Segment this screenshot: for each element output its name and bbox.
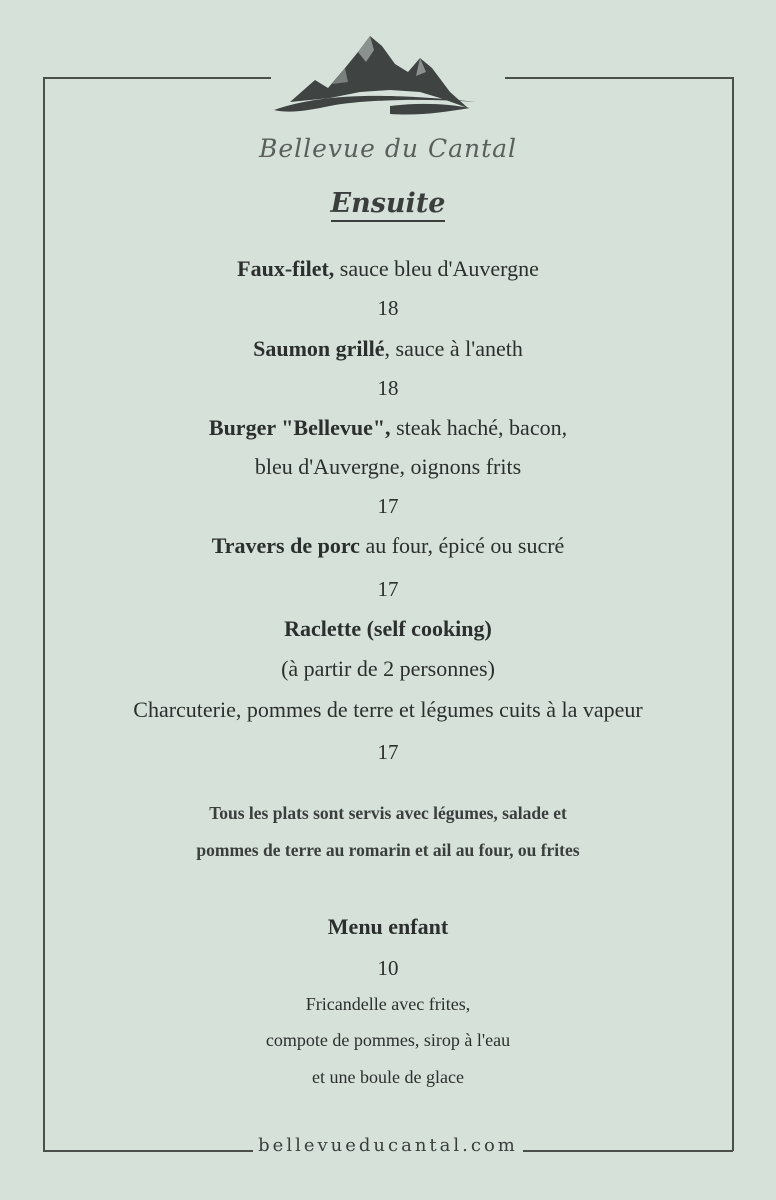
kids-menu-price: 10 <box>377 956 399 980</box>
accompaniment-note-2: pommes de terre au romarin et ail au four, ou frites <box>196 840 580 860</box>
dish-name: Faux-filet, <box>237 256 335 281</box>
kids-menu-line-1: Fricandelle avec frites, <box>305 994 471 1014</box>
dish-saumon <box>0 336 776 362</box>
brand-name: Bellevue du Cantal <box>258 134 518 163</box>
frame-top-left <box>43 77 271 79</box>
dish-name: Burger "Bellevue", <box>208 415 391 440</box>
dish-faux-filet <box>0 256 776 282</box>
dish-burger <box>0 415 776 441</box>
kids-menu-line-2: compote de pommes, sirop à l'eau <box>265 1030 511 1050</box>
dish-price: 18 <box>377 376 399 400</box>
dish-price: 18 <box>377 296 399 320</box>
dish-price: 17 <box>377 740 399 764</box>
dish-name: Travers de porc <box>211 533 360 558</box>
kids-menu-title: Menu enfant <box>327 914 449 939</box>
frame-left <box>43 77 45 1151</box>
frame-right <box>732 77 734 1151</box>
accompaniment-note-1: Tous les plats sont servis avec légumes, salade et <box>209 803 567 823</box>
dish-travers <box>0 533 776 559</box>
dish-name: Saumon grillé <box>253 336 385 361</box>
frame-top-right <box>505 77 733 79</box>
dish-desc: au four, épicé ou sucré <box>359 533 565 558</box>
dish-desc: , sauce à l'aneth <box>384 336 523 361</box>
dish-desc-3: Charcuterie, pommes de terre et légumes cuits à la vapeur <box>133 697 643 722</box>
dish-desc: steak haché, bacon, <box>390 415 568 440</box>
dish-desc-2: bleu d'Auvergne, oignons frits <box>254 454 522 479</box>
dish-price: 17 <box>377 494 399 518</box>
mountain-logo-icon <box>270 32 478 122</box>
dish-desc: sauce bleu d'Auvergne <box>334 256 539 281</box>
kids-menu-line-3: et une boule de glace <box>312 1067 464 1087</box>
dish-name: Raclette (self cooking) <box>284 616 492 641</box>
dish-price: 17 <box>377 577 399 601</box>
dish-desc-2: (à partir de 2 personnes) <box>281 656 495 681</box>
section-title: Ensuite <box>0 188 776 219</box>
dish-raclette <box>0 616 776 642</box>
website-footer: bellevueducantal.com <box>258 1135 518 1156</box>
